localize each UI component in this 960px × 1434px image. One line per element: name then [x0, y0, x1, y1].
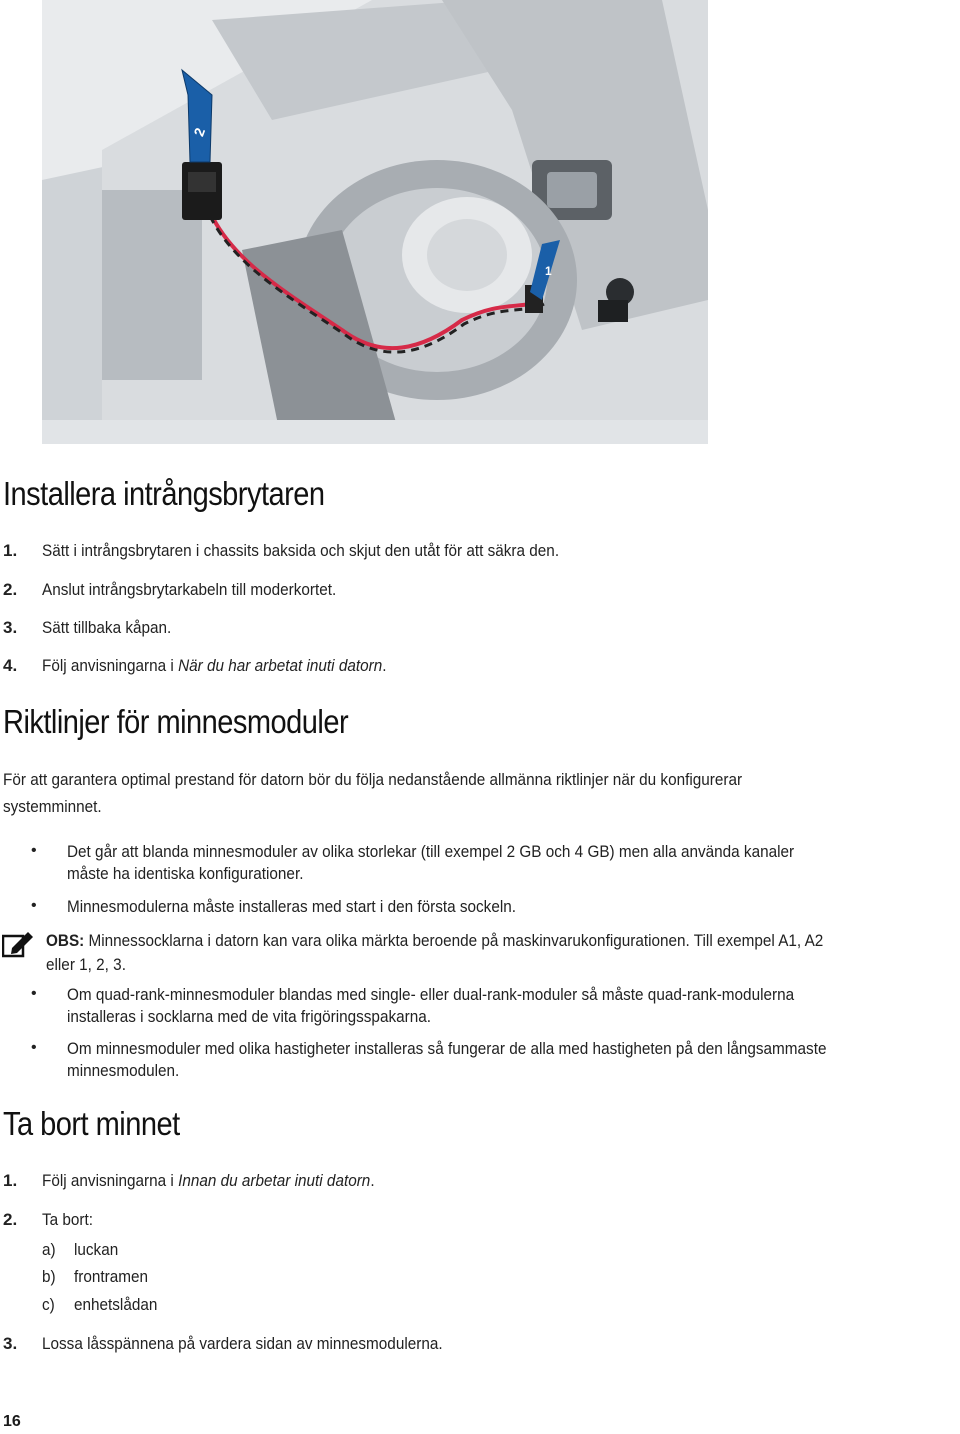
section-title-remove-memory: Ta bort minnet [3, 1105, 180, 1142]
step-number: 4. [3, 656, 18, 675]
callout-2: 2 [190, 125, 209, 139]
page-number: 16 [3, 1413, 21, 1430]
bullet-text: Om quad-rank-minnesmoduler blandas med single- eller dual-rank-moduler så måste quad-rank-modulerna [67, 985, 795, 1004]
substep-label: c) [42, 1295, 55, 1314]
substep-text: luckan [74, 1240, 119, 1259]
intro-paragraph-line2: systemminnet. [3, 797, 102, 816]
callout-1: 1 [545, 264, 552, 278]
step-text: Följ anvisningarna i När du har arbetat inuti datorn. [42, 656, 387, 675]
step-number: 3. [3, 1334, 18, 1353]
substep-text: frontramen [74, 1267, 148, 1286]
bullet-icon: • [31, 1039, 37, 1056]
bullet-icon: • [31, 985, 37, 1002]
substep-text: enhetslådan [74, 1295, 158, 1314]
step-number: 2. [3, 1210, 18, 1229]
note-label: OBS: [46, 931, 85, 950]
step-text: Sätt tillbaka kåpan. [42, 618, 172, 637]
note-text-line2: eller 1, 2, 3. [46, 955, 126, 974]
step-text: Följ anvisningarna i Innan du arbetar inuti datorn. [42, 1171, 375, 1190]
step-number: 3. [3, 618, 18, 637]
bullet-text: Det går att blanda minnesmoduler av olika storlekar (till exempel 2 GB och 4 GB) men alla använda kanaler [67, 842, 795, 861]
bullet-icon: • [31, 842, 37, 859]
link-before-working-inside[interactable]: Innan du arbetar inuti datorn [178, 1171, 371, 1190]
step-number: 1. [3, 1171, 18, 1190]
note-pencil-icon [2, 930, 34, 958]
substep-label: a) [42, 1240, 56, 1259]
section-title-install-intrusion: Installera intrångsbrytaren [3, 475, 325, 512]
bullet-text: minnesmodulen. [67, 1061, 180, 1080]
step-number: 2. [3, 580, 18, 599]
bullet-text: måste ha identiska konfigurationer. [67, 864, 304, 883]
step-text: Lossa låsspännena på vardera sidan av minnesmodulerna. [42, 1334, 443, 1353]
section-title-memory-guidelines: Riktlinjer för minnesmoduler [3, 703, 349, 740]
bullet-text: Minnesmodulerna måste installeras med start i den första sockeln. [67, 897, 517, 916]
bullet-text: Om minnesmoduler med olika hastigheter installeras så fungerar de alla med hastigheten på den långsammaste [67, 1039, 827, 1058]
substep-label: b) [42, 1267, 56, 1286]
step-text: Ta bort: [42, 1210, 94, 1229]
note-text: OBS: Minnessocklarna i datorn kan vara olika märkta beroende på maskinvarukonfigurationen. Till exempel A1, A2 [46, 931, 824, 950]
step-number: 1. [3, 541, 18, 560]
step-text: Anslut intrångsbrytarkabeln till moderkortet. [42, 580, 337, 599]
chassis-illustration [42, 0, 708, 444]
intro-paragraph-line1: För att garantera optimal prestand för datorn bör du följa nedanstående allmänna riktlinjer när du konfigurerar [3, 770, 743, 789]
step-text: Sätt i intrångsbrytaren i chassits baksida och skjut den utåt för att säkra den. [42, 541, 560, 560]
bullet-text: installeras i socklarna med de vita frigöringsspakarna. [67, 1007, 431, 1026]
link-after-working-inside[interactable]: När du har arbetat inuti datorn [178, 656, 383, 675]
bullet-icon: • [31, 897, 37, 914]
